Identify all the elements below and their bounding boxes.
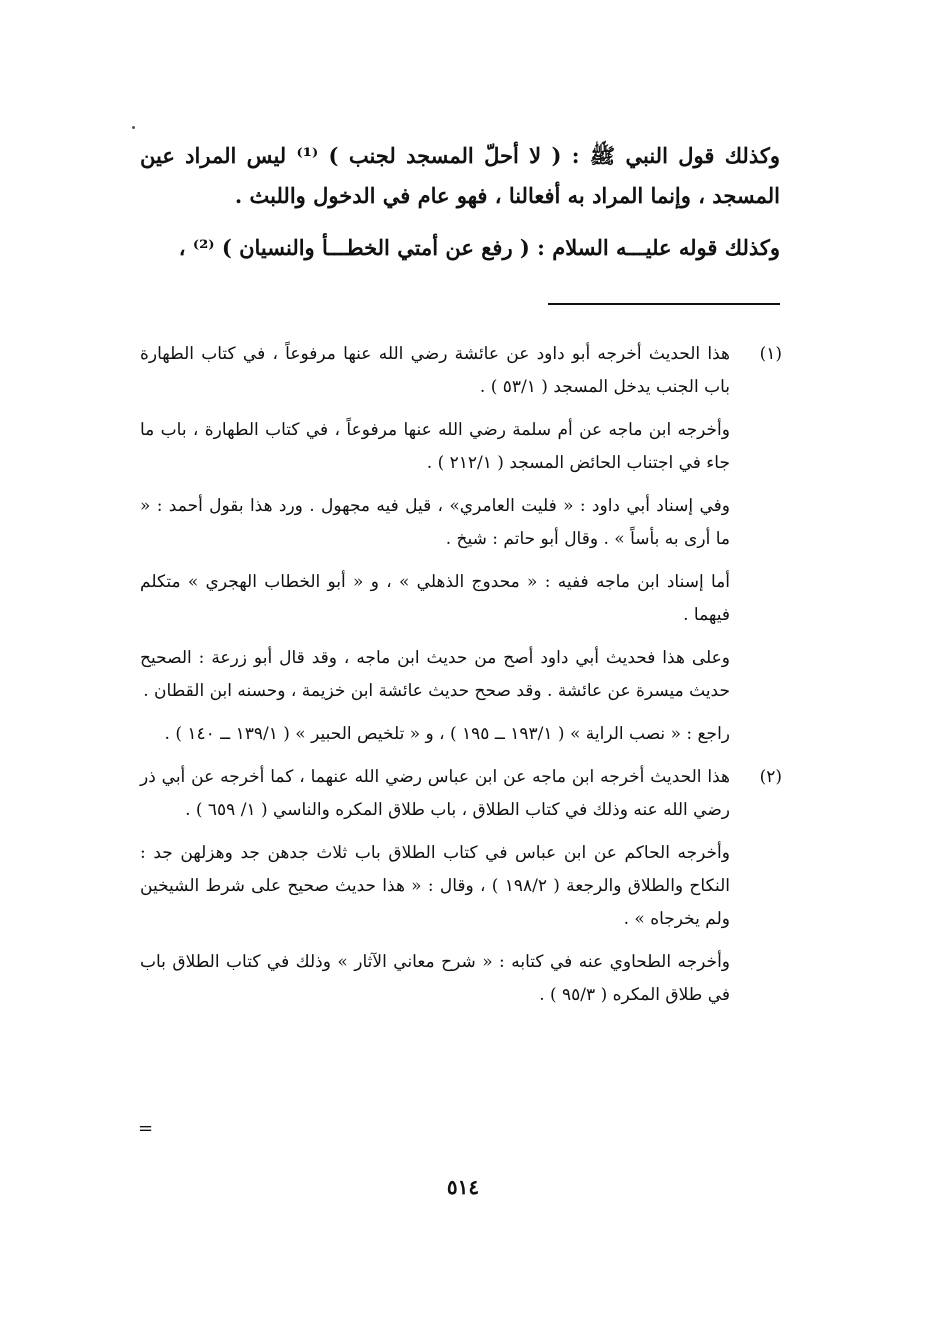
footnote-1: [140, 338, 782, 751]
main-text: [140, 136, 780, 268]
footnote-2: [140, 761, 782, 1012]
footnote-number: (١): [759, 344, 782, 364]
footnote-paragraph: هذا الحديث أخرجه أبو داود عن عائشة رضي الله عنها مرفوعاً ، في كتاب الطهارة باب الجنب يدخل المسجد ( ٥٣/١ ) .: [140, 344, 730, 397]
footnote-paragraph: وفي إسناد أبي داود : « فليت العامري» ، قيل فيه مجهول . ورد هذا بقول أحمد : « ما أرى به بأساً » . وقال أبو حاتم : شيخ .: [140, 496, 730, 549]
footnote-number: (٢): [759, 767, 782, 787]
scan-speck: [132, 126, 135, 129]
main-paragraph-2: وكذلك قوله عليـــه السلام : ( رفع عن أمتي الخطـــأ والنسيان ) ⁽²⁾ ،: [178, 235, 780, 260]
footnote-separator: [548, 303, 780, 305]
footnote-paragraph: وأخرجه الحاكم عن ابن عباس في كتاب الطلاق باب ثلاث جدهن جد وهزلهن جد : النكاح والطلاق والرجعة ( ١٩٨/٢ ) ، وقال : « هذا حديث صحيح على شرط الشيخين ولم يخرجاه » .: [140, 843, 730, 929]
footnote-paragraph: راجع : « نصب الراية » ( ١٩٣/١ ــ ١٩٥ ) ، و « تلخيص الحبير » ( ١٣٩/١ ــ ١٤٠ ) .: [164, 724, 730, 744]
continuation-mark: =: [138, 1118, 154, 1139]
footnote-paragraph: هذا الحديث أخرجه ابن ماجه عن ابن عباس رضي الله عنهما ، كما أخرجه عن أبي ذر رضي الله عنه وذلك في كتاب الطلاق ، باب طلاق المكره والناسي ( ١/ ٦٥٩ ) .: [140, 767, 730, 820]
page-number: ٥١٤: [446, 1175, 480, 1199]
footnotes: [140, 338, 782, 1022]
footnote-paragraph: وعلى هذا فحديث أبي داود أصح من حديث ابن ماجه ، وقد قال أبو زرعة : الصحيح حديث ميسرة عن عائشة . وقد صحح حديث عائشة ابن خزيمة ، وحسنه ابن القطان .: [140, 648, 730, 701]
footnote-paragraph: وأخرجه ابن ماجه عن أم سلمة رضي الله عنها مرفوعاً ، في كتاب الطهارة ، باب ما جاء في اجتناب الحائض المسجد ( ٢١٢/١ ) .: [140, 420, 730, 473]
footnote-paragraph: أما إسناد ابن ماجه ففيه : « محدوج الذهلي » ، و « أبو الخطاب الهجري » متكلم فيهما .: [140, 572, 730, 625]
footnote-paragraph: وأخرجه الطحاوي عنه في كتابه : « شرح معاني الآثار » وذلك في كتاب الطلاق باب في طلاق المكره ( ٩٥/٣ ) .: [140, 952, 730, 1005]
main-paragraph-1: وكذلك قول النبي ﷺ : ( لا أحلّ المسجد لجنب ) ⁽¹⁾ ليس المراد عين المسجد ، وإنما المراد به أفعالنا ، فهو عام في الدخول واللبث .: [140, 143, 780, 208]
